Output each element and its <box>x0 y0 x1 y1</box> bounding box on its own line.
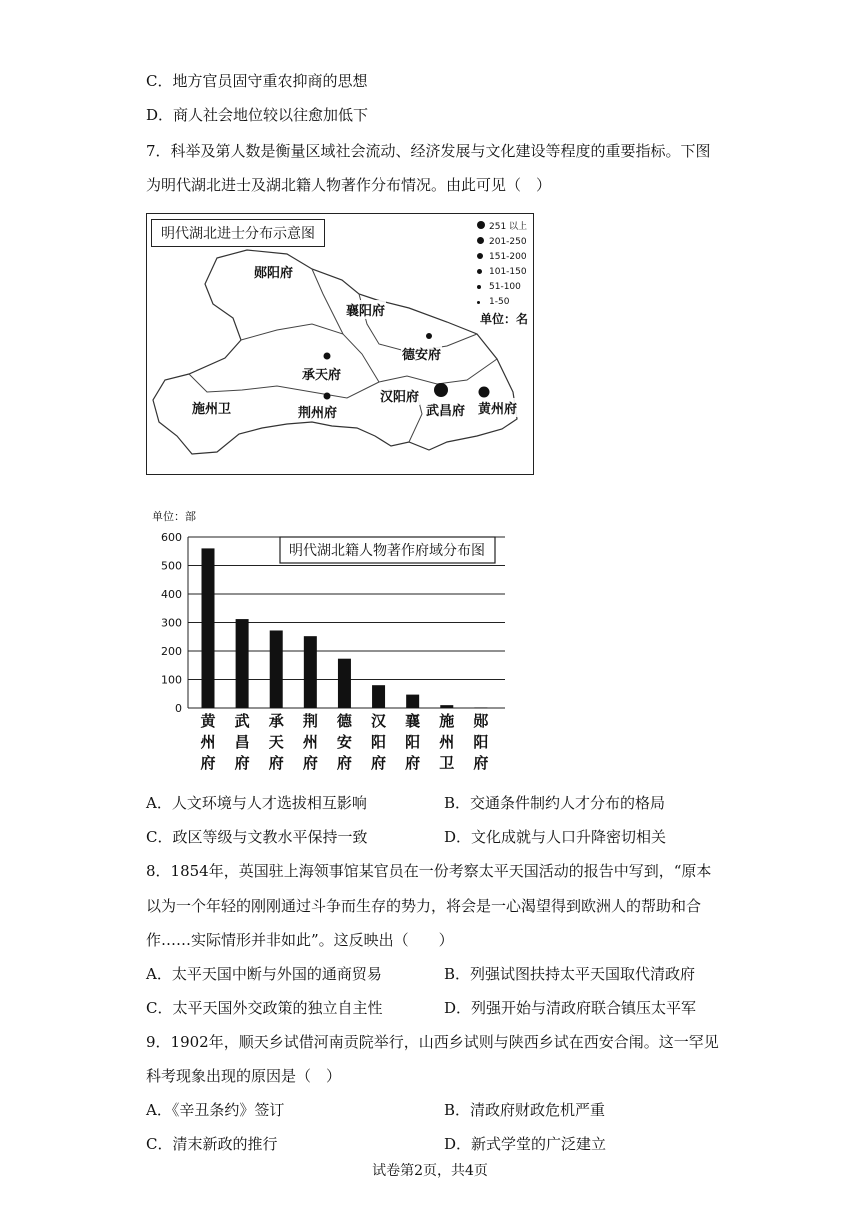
bar-8 <box>440 705 453 708</box>
option-7a: A．人文环境与人才选拔相互影响 <box>146 794 367 812</box>
label-jingzhou: 荆州府 <box>297 402 338 421</box>
option-9d: D．新式学堂的广泛建立 <box>444 1135 607 1153</box>
chart-svg <box>150 506 520 781</box>
category-label-1: 黄州府 <box>200 712 216 772</box>
bar-2 <box>236 619 249 708</box>
legend-item-4: 101-150 <box>477 265 527 280</box>
category-label-8: 施州卫 <box>439 712 455 772</box>
map-unit: 单位：名 <box>480 312 529 326</box>
legend-item-6: 1-50 <box>477 295 527 310</box>
label-wuchang: 武昌府 <box>425 400 466 419</box>
question-8-line2: 以为一个年轻的刚刚通过斗争而生存的势力，将会是一心渴望得到欧洲人的帮助和合 <box>146 897 702 915</box>
label-xiangyang: 襄阳府 <box>345 300 386 319</box>
category-label-5: 德安府 <box>336 712 352 772</box>
category-label-9: 郧阳府 <box>473 712 489 772</box>
question-9-line2: 科考现象出现的原因是（ ） <box>146 1067 342 1085</box>
bar-1 <box>202 548 215 708</box>
option-8a: A．太平天国中断与外国的通商贸易 <box>146 965 382 983</box>
option-6d: D．商人社会地位较以往愈加低下 <box>146 106 369 124</box>
label-chengtian: 承天府 <box>301 364 342 383</box>
y-tick-label: 500 <box>161 559 182 573</box>
question-9-line1: 9．1902年，顺天乡试借河南贡院举行，山西乡试则与陕西乡试在西安合闱。这一罕见 <box>146 1033 719 1051</box>
option-9b: B．清政府财政危机严重 <box>444 1101 606 1119</box>
option-7c: C．政区等级与文教水平保持一致 <box>146 828 368 846</box>
y-tick-label: 0 <box>175 702 182 715</box>
option-9c: C．清末新政的推行 <box>146 1135 278 1153</box>
y-tick-label: 600 <box>161 531 182 544</box>
bar-3 <box>270 630 283 708</box>
chart-ylabel: 单位：部 <box>152 510 196 523</box>
question-7-line2: 为明代湖北进士及湖北籍人物著作分布情况。由此可见（ ） <box>146 176 552 194</box>
option-8d: D．列强开始与清政府联合镇压太平军 <box>444 999 697 1017</box>
bar-7 <box>406 695 419 708</box>
bar-5 <box>338 659 351 708</box>
works-bar-chart <box>150 506 520 781</box>
jinshi-distribution-map <box>146 213 534 475</box>
option-6c: C．地方官员固守重农抑商的思想 <box>146 72 368 90</box>
label-shizhou: 施州卫 <box>191 398 232 417</box>
map-outline <box>147 214 533 474</box>
option-8b: B．列强试图扶持太平天国取代清政府 <box>444 965 696 983</box>
bar-9 <box>474 707 487 708</box>
question-8-line1: 8．1854年，英国驻上海领事馆某官员在一份考察太平天国活动的报告中写到，“原本 <box>146 862 712 880</box>
option-8c: C．太平天国外交政策的独立自主性 <box>146 999 383 1017</box>
category-label-4: 荆州府 <box>302 712 318 772</box>
legend-item-5: 51-100 <box>477 280 527 295</box>
option-9a: A．《辛丑条约》签订 <box>146 1101 285 1119</box>
y-tick-label: 200 <box>161 645 182 658</box>
option-7b: B．交通条件制约人才分布的格局 <box>444 794 666 812</box>
legend-item-3: 151-200 <box>477 250 527 265</box>
label-huangzhou: 黄州府 <box>477 398 518 417</box>
label-hanyang: 汉阳府 <box>379 386 420 405</box>
category-label-7: 襄阳府 <box>405 712 421 772</box>
y-tick-label: 100 <box>161 673 182 687</box>
option-7d: D．文化成就与人口升降密切相关 <box>444 828 667 846</box>
chart-title: 明代湖北籍人物著作府域分布图 <box>289 543 485 559</box>
category-label-6: 汉阳府 <box>371 712 387 772</box>
bar-4 <box>304 636 317 708</box>
map-legend <box>477 220 527 310</box>
label-yunyang: 郧阳府 <box>253 262 294 281</box>
page-footer: 试卷第2页，共4页 <box>372 1163 488 1179</box>
bar-6 <box>372 685 385 708</box>
question-8-line3: 作……实际情形并非如此”。这反映出（ ） <box>146 931 454 949</box>
question-7-line1: 7．科举及第人数是衡量区域社会流动、经济发展与文化建设等程度的重要指标。下图 <box>146 142 711 160</box>
y-tick-label: 300 <box>161 616 182 630</box>
category-label-3: 承天府 <box>268 712 284 772</box>
y-tick-label: 400 <box>161 588 182 601</box>
legend-item-2: 201-250 <box>477 235 527 250</box>
label-dean: 德安府 <box>401 344 442 363</box>
category-label-2: 武昌府 <box>234 712 250 772</box>
map-title: 明代湖北进士分布示意图 <box>151 219 325 247</box>
legend-item-1: 251 以上 <box>477 220 527 235</box>
